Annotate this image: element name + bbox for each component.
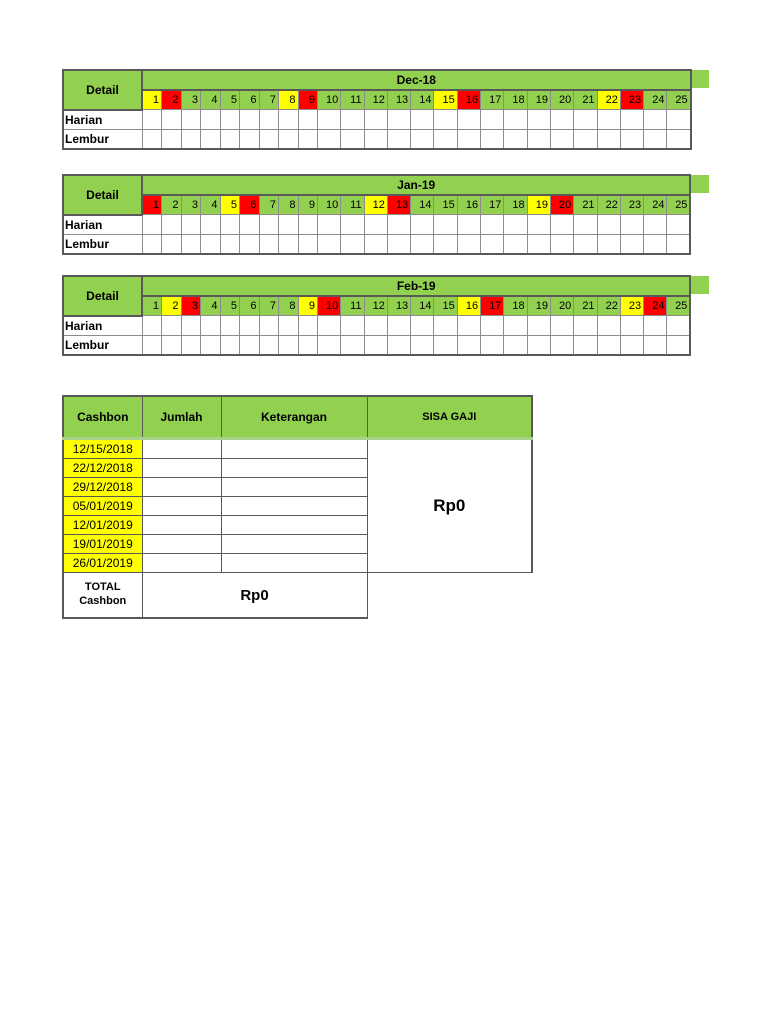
attendance-cell[interactable]: [620, 335, 643, 355]
attendance-cell[interactable]: [220, 129, 240, 149]
attendance-cell[interactable]: [387, 316, 410, 336]
jumlah-cell[interactable]: [142, 535, 221, 554]
attendance-cell[interactable]: [481, 110, 504, 130]
attendance-cell[interactable]: [181, 316, 201, 336]
attendance-cell[interactable]: [434, 129, 457, 149]
day-header: 18: [504, 296, 527, 316]
detail-header: Detail: [63, 70, 142, 110]
attendance-cell[interactable]: [597, 234, 620, 254]
month-title: Jan-19: [142, 175, 690, 195]
attendance-cell[interactable]: [364, 215, 387, 235]
day-header: 17: [481, 90, 504, 110]
day-header: 18: [504, 90, 527, 110]
day-header: 2: [162, 90, 182, 110]
attendance-cell[interactable]: [574, 110, 597, 130]
attendance-cell[interactable]: [457, 110, 480, 130]
attendance-cell[interactable]: [644, 316, 667, 336]
day-header: 11: [341, 195, 364, 215]
attendance-cell[interactable]: [574, 316, 597, 336]
attendance-cell[interactable]: [259, 110, 279, 130]
attendance-cell[interactable]: [341, 335, 364, 355]
attendance-cell[interactable]: [434, 234, 457, 254]
attendance-table: [62, 174, 691, 255]
day-header: 14: [411, 90, 434, 110]
day-header: 14: [411, 195, 434, 215]
day-header: 4: [201, 195, 221, 215]
jumlah-cell[interactable]: [142, 497, 221, 516]
attendance-cell[interactable]: [550, 129, 573, 149]
day-header: 7: [259, 195, 279, 215]
day-header: 6: [240, 90, 260, 110]
day-header: 2: [162, 296, 182, 316]
day-header: 10: [318, 296, 341, 316]
day-header: 22: [597, 195, 620, 215]
attendance-cell[interactable]: [220, 335, 240, 355]
attendance-cell[interactable]: [341, 316, 364, 336]
attendance-cell[interactable]: [481, 129, 504, 149]
day-header: 20: [550, 296, 573, 316]
day-header: 20: [550, 195, 573, 215]
day-header: 13: [387, 90, 410, 110]
attendance-cell[interactable]: [341, 110, 364, 130]
attendance-cell[interactable]: [667, 110, 691, 130]
day-header: 18: [504, 195, 527, 215]
attendance-cell[interactable]: [411, 335, 434, 355]
attendance-cell[interactable]: [220, 215, 240, 235]
attendance-cell[interactable]: [481, 335, 504, 355]
attendance-cell[interactable]: [298, 129, 318, 149]
day-header: 19: [527, 296, 550, 316]
attendance-cell[interactable]: [279, 215, 299, 235]
total-label-line1: TOTAL: [84, 581, 121, 594]
attendance-cell[interactable]: [298, 234, 318, 254]
jumlah-cell[interactable]: [142, 459, 221, 478]
header-extension-bar: [689, 175, 709, 193]
attendance-cell[interactable]: [142, 335, 162, 355]
attendance-cell[interactable]: [162, 335, 182, 355]
attendance-cell[interactable]: [341, 234, 364, 254]
day-header: 1: [142, 195, 162, 215]
keterangan-cell[interactable]: [221, 554, 367, 573]
attendance-cell[interactable]: [341, 215, 364, 235]
row-label-harian: Harian: [63, 215, 142, 235]
day-header: 16: [457, 90, 480, 110]
row-label-lembur: Lembur: [63, 234, 142, 254]
attendance-cell[interactable]: [667, 215, 690, 235]
cashbon-table: [62, 395, 533, 619]
day-header: 19: [527, 90, 550, 110]
attendance-cell[interactable]: [550, 316, 573, 336]
attendance-cell[interactable]: [457, 335, 480, 355]
attendance-cell[interactable]: [667, 335, 690, 355]
attendance-cell[interactable]: [434, 215, 457, 235]
cashbon-date: 12/15/2018: [63, 439, 142, 459]
attendance-cell[interactable]: [387, 110, 410, 130]
attendance-cell[interactable]: [457, 129, 480, 149]
day-header: 21: [574, 195, 597, 215]
day-header: 15: [434, 296, 457, 316]
attendance-cell[interactable]: [550, 110, 573, 130]
keterangan-cell[interactable]: [221, 459, 367, 478]
row-label-harian: Harian: [63, 110, 142, 130]
attendance-cell[interactable]: [457, 234, 480, 254]
attendance-cell[interactable]: [220, 234, 240, 254]
day-header: 7: [259, 296, 279, 316]
attendance-cell[interactable]: [318, 335, 341, 355]
attendance-cell[interactable]: [240, 316, 260, 336]
day-header: 23: [620, 296, 643, 316]
attendance-cell[interactable]: [279, 335, 299, 355]
day-header: 16: [457, 296, 480, 316]
sisa-gaji-header: SISA GAJI: [367, 396, 532, 439]
row-label-lembur: Lembur: [63, 129, 142, 149]
attendance-cell[interactable]: [620, 234, 643, 254]
attendance-cell[interactable]: [181, 335, 201, 355]
day-header: 6: [240, 195, 260, 215]
day-header: 22: [597, 90, 620, 110]
attendance-cell[interactable]: [527, 129, 550, 149]
attendance-cell[interactable]: [259, 234, 279, 254]
row-label-harian: Harian: [63, 316, 142, 336]
attendance-cell[interactable]: [504, 110, 527, 130]
day-header: 13: [387, 296, 410, 316]
attendance-cell[interactable]: [504, 129, 527, 149]
attendance-cell[interactable]: [434, 110, 457, 130]
attendance-cell[interactable]: [504, 215, 527, 235]
attendance-cell[interactable]: [259, 316, 279, 336]
attendance-cell[interactable]: [411, 316, 434, 336]
attendance-cell[interactable]: [318, 110, 341, 130]
day-header: 6: [240, 296, 260, 316]
attendance-cell[interactable]: [411, 215, 434, 235]
keterangan-cell[interactable]: [221, 516, 367, 535]
month-block-feb: [62, 275, 691, 356]
attendance-cell[interactable]: [574, 129, 597, 149]
attendance-cell[interactable]: [620, 129, 643, 149]
day-header: 19: [527, 195, 550, 215]
day-header: 9: [298, 195, 318, 215]
day-header: 4: [201, 90, 221, 110]
day-header: 24: [644, 296, 667, 316]
day-header: 15: [434, 90, 457, 110]
day-header: 24: [644, 195, 667, 215]
attendance-cell[interactable]: [279, 129, 299, 149]
attendance-cell[interactable]: [298, 215, 318, 235]
attendance-cell[interactable]: [527, 234, 550, 254]
jumlah-header: Jumlah: [142, 396, 221, 439]
attendance-cell[interactable]: [279, 234, 299, 254]
attendance-cell[interactable]: [364, 129, 387, 149]
day-header: 25: [667, 195, 690, 215]
attendance-cell[interactable]: [527, 335, 550, 355]
day-header: 8: [279, 90, 299, 110]
attendance-cell[interactable]: [181, 234, 201, 254]
row-label-lembur: Lembur: [63, 335, 142, 355]
day-header: 15: [434, 195, 457, 215]
keterangan-cell[interactable]: [221, 535, 367, 554]
attendance-cell[interactable]: [162, 316, 182, 336]
attendance-cell[interactable]: [644, 234, 667, 254]
jumlah-cell[interactable]: [142, 439, 221, 459]
attendance-cell[interactable]: [574, 234, 597, 254]
attendance-table: [62, 69, 692, 150]
attendance-cell[interactable]: [240, 335, 260, 355]
attendance-cell[interactable]: [481, 316, 504, 336]
attendance-cell[interactable]: [162, 234, 182, 254]
attendance-cell[interactable]: [411, 234, 434, 254]
attendance-cell[interactable]: [504, 335, 527, 355]
day-header: 23: [620, 90, 643, 110]
attendance-cell[interactable]: [481, 234, 504, 254]
attendance-cell[interactable]: [550, 234, 573, 254]
attendance-cell[interactable]: [201, 234, 221, 254]
day-header: 22: [597, 296, 620, 316]
attendance-cell[interactable]: [387, 234, 410, 254]
attendance-cell[interactable]: [550, 335, 573, 355]
keterangan-header: Keterangan: [221, 396, 367, 439]
month-block-jan: [62, 174, 691, 255]
attendance-cell[interactable]: [201, 316, 221, 336]
attendance-cell[interactable]: [620, 215, 643, 235]
attendance-cell[interactable]: [341, 129, 364, 149]
attendance-cell[interactable]: [201, 129, 221, 149]
attendance-cell[interactable]: [597, 215, 620, 235]
attendance-cell[interactable]: [481, 215, 504, 235]
attendance-cell[interactable]: [387, 129, 410, 149]
month-title: Feb-19: [142, 276, 690, 296]
day-header: 25: [667, 90, 691, 110]
attendance-cell[interactable]: [620, 110, 643, 130]
attendance-cell[interactable]: [667, 129, 691, 149]
attendance-cell[interactable]: [181, 129, 201, 149]
attendance-cell[interactable]: [318, 129, 341, 149]
cashbon-header: Cashbon: [63, 396, 142, 439]
keterangan-cell[interactable]: [221, 439, 367, 459]
detail-header: Detail: [63, 276, 142, 316]
header-extension-bar: [689, 70, 709, 88]
day-header: 1: [142, 296, 162, 316]
attendance-cell[interactable]: [597, 110, 620, 130]
attendance-cell[interactable]: [667, 316, 690, 336]
attendance-cell[interactable]: [574, 215, 597, 235]
cashbon-date: 12/01/2019: [63, 516, 142, 535]
attendance-cell[interactable]: [597, 129, 620, 149]
attendance-cell[interactable]: [434, 335, 457, 355]
attendance-cell[interactable]: [364, 110, 387, 130]
attendance-cell[interactable]: [504, 316, 527, 336]
day-header: 11: [341, 90, 364, 110]
attendance-cell[interactable]: [298, 316, 318, 336]
jumlah-cell[interactable]: [142, 554, 221, 573]
attendance-cell[interactable]: [411, 110, 434, 130]
cashbon-date: 26/01/2019: [63, 554, 142, 573]
attendance-cell[interactable]: [411, 129, 434, 149]
day-header: 16: [457, 195, 480, 215]
attendance-cell[interactable]: [644, 335, 667, 355]
attendance-cell[interactable]: [527, 110, 550, 130]
attendance-cell[interactable]: [597, 335, 620, 355]
day-header: 21: [574, 90, 597, 110]
attendance-cell[interactable]: [527, 215, 550, 235]
attendance-cell[interactable]: [259, 215, 279, 235]
attendance-table: [62, 275, 691, 356]
jumlah-cell[interactable]: [142, 516, 221, 535]
attendance-cell[interactable]: [620, 316, 643, 336]
day-header: 8: [279, 296, 299, 316]
day-header: 3: [181, 90, 201, 110]
attendance-cell[interactable]: [387, 215, 410, 235]
attendance-cell[interactable]: [318, 316, 341, 336]
attendance-cell[interactable]: [279, 316, 299, 336]
attendance-cell[interactable]: [240, 234, 260, 254]
day-header: 12: [364, 296, 387, 316]
day-header: 25: [667, 296, 690, 316]
attendance-cell[interactable]: [597, 316, 620, 336]
day-header: 20: [550, 90, 573, 110]
attendance-cell[interactable]: [279, 110, 299, 130]
attendance-cell[interactable]: [387, 335, 410, 355]
attendance-cell[interactable]: [142, 316, 162, 336]
attendance-cell[interactable]: [181, 110, 201, 130]
attendance-cell[interactable]: [644, 129, 667, 149]
day-header: 10: [318, 195, 341, 215]
attendance-cell[interactable]: [504, 234, 527, 254]
attendance-cell[interactable]: [644, 110, 667, 130]
day-header: 1: [142, 90, 162, 110]
day-header: 3: [181, 296, 201, 316]
cashbon-date: 05/01/2019: [63, 497, 142, 516]
attendance-cell[interactable]: [201, 110, 221, 130]
day-header: 17: [481, 195, 504, 215]
attendance-cell[interactable]: [259, 129, 279, 149]
day-header: 4: [201, 296, 221, 316]
attendance-cell[interactable]: [201, 335, 221, 355]
attendance-cell[interactable]: [457, 316, 480, 336]
day-header: 13: [387, 195, 410, 215]
attendance-cell[interactable]: [318, 215, 341, 235]
keterangan-cell[interactable]: [221, 497, 367, 516]
day-header: 17: [481, 296, 504, 316]
attendance-cell[interactable]: [457, 215, 480, 235]
attendance-cell[interactable]: [364, 316, 387, 336]
day-header: 12: [364, 90, 387, 110]
cashbon-date: 19/01/2019: [63, 535, 142, 554]
attendance-cell[interactable]: [364, 335, 387, 355]
cashbon-date: 22/12/2018: [63, 459, 142, 478]
attendance-cell[interactable]: [181, 215, 201, 235]
day-header: 3: [181, 195, 201, 215]
attendance-cell[interactable]: [162, 215, 182, 235]
attendance-cell[interactable]: [201, 215, 221, 235]
day-header: 5: [220, 296, 240, 316]
day-header: 23: [620, 195, 643, 215]
day-header: 10: [318, 90, 341, 110]
attendance-cell[interactable]: [574, 335, 597, 355]
attendance-cell[interactable]: [667, 234, 690, 254]
day-header: 24: [644, 90, 667, 110]
jumlah-cell[interactable]: [142, 478, 221, 497]
attendance-cell[interactable]: [220, 316, 240, 336]
day-header: 14: [411, 296, 434, 316]
day-header: 8: [279, 195, 299, 215]
attendance-cell[interactable]: [142, 110, 162, 130]
total-cashbon-label: [63, 573, 142, 619]
attendance-cell[interactable]: [240, 110, 260, 130]
day-header: 11: [341, 296, 364, 316]
day-header: 5: [220, 195, 240, 215]
day-header: 9: [298, 90, 318, 110]
day-header: 5: [220, 90, 240, 110]
total-label-line2: Cashbon: [79, 595, 127, 607]
attendance-cell[interactable]: [259, 335, 279, 355]
month-title: Dec-18: [142, 70, 691, 90]
attendance-cell[interactable]: [162, 129, 182, 149]
attendance-cell[interactable]: [298, 110, 318, 130]
attendance-cell[interactable]: [644, 215, 667, 235]
header-extension-bar: [689, 276, 709, 294]
attendance-cell[interactable]: [240, 129, 260, 149]
month-block-dec: [62, 69, 692, 150]
attendance-cell[interactable]: [318, 234, 341, 254]
attendance-cell[interactable]: [550, 215, 573, 235]
attendance-cell[interactable]: [142, 129, 162, 149]
attendance-cell[interactable]: [527, 316, 550, 336]
attendance-cell[interactable]: [364, 234, 387, 254]
attendance-cell[interactable]: [162, 110, 182, 130]
day-header: 9: [298, 296, 318, 316]
day-header: 21: [574, 296, 597, 316]
sisa-gaji-value: Rp0: [367, 439, 532, 573]
attendance-cell[interactable]: [240, 215, 260, 235]
attendance-cell[interactable]: [434, 316, 457, 336]
attendance-cell[interactable]: [142, 234, 162, 254]
keterangan-cell[interactable]: [221, 478, 367, 497]
detail-header: Detail: [63, 175, 142, 215]
day-header: 2: [162, 195, 182, 215]
attendance-cell[interactable]: [298, 335, 318, 355]
day-header: 12: [364, 195, 387, 215]
attendance-cell[interactable]: [220, 110, 240, 130]
attendance-cell[interactable]: [142, 215, 162, 235]
total-cashbon-value: Rp0: [142, 573, 367, 619]
day-header: 7: [259, 90, 279, 110]
cashbon-date: 29/12/2018: [63, 478, 142, 497]
